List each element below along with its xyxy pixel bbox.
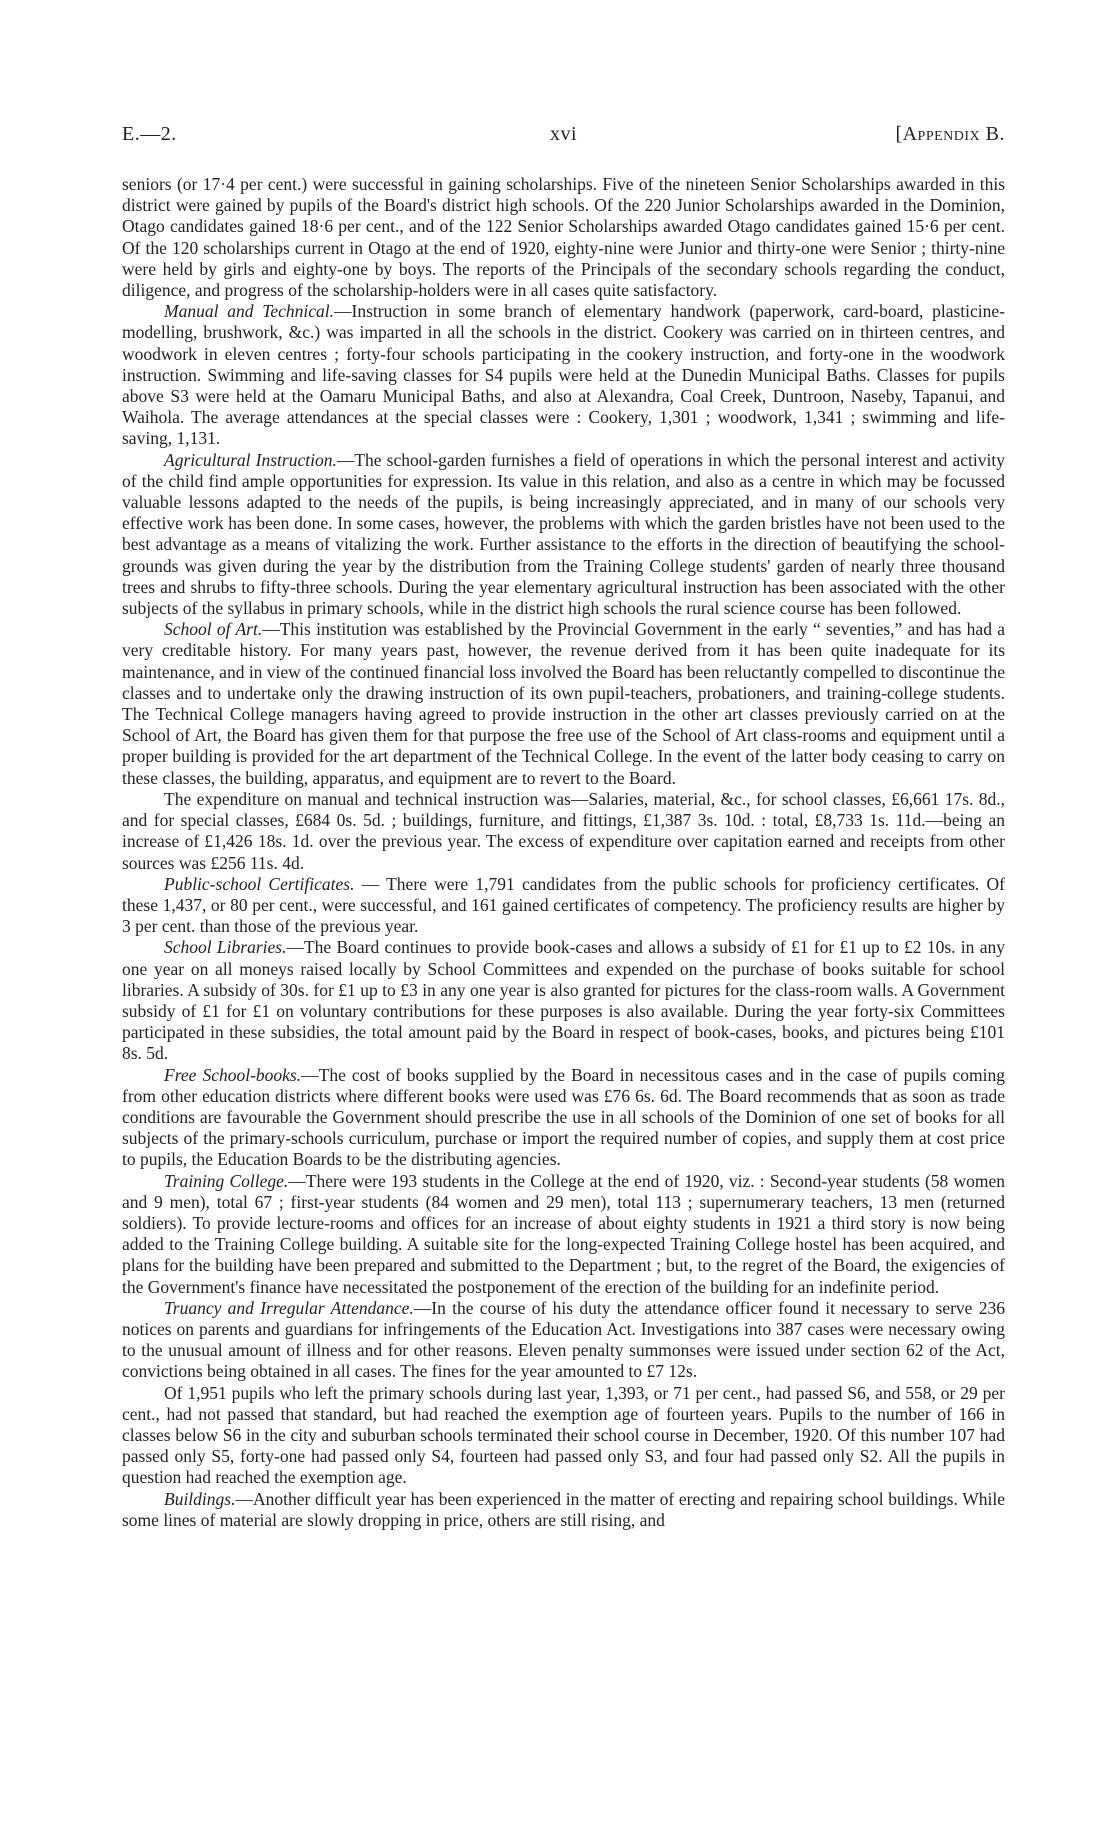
paragraph-lead: Manual and Technical. <box>164 301 335 322</box>
paragraph-training-college <box>122 1171 1005 1298</box>
paragraph-text: —The cost of books supplied by the Board in necessitous cases and in the case of pupils coming from other education districts where different books were used was £76 6s. 6d. The Board recommends that as soon as trade conditions are favourable the Government should prescribe the use in all schools of the Dominion of one set of books for all subjects of the primary-schools curriculum, purchase or import the required number of copies, and supply them at cost price to pupils, the Education Boards to be the distributing agencies. <box>122 1064 1006 1170</box>
paragraph-text: — There were 1,791 candidates from the public schools for proficiency certificates. Of these 1,437, or 80 per cent., were successful, and 161 gained certificates of competency. The proficiency results are higher by 3 per cent. than those of the previous year. <box>122 873 1006 937</box>
paragraph-certificates <box>122 874 1005 938</box>
paragraph-lead: Training College. <box>164 1170 289 1191</box>
header-document-code: E.—2. <box>122 123 177 145</box>
paragraph-text: The expenditure on manual and technical instruction was—Salaries, material, &c., for school classes, £6,661 17s. 8d., and for special classes, £684 0s. 5d. ; buildings, furniture, and fittings, £1,387 3s. 10d. : total, £8,733 1s. 11d.—being an increase of £1,426 18s. 1d. over the previous year. The excess of expenditure over capitation earned and receipts from other sources was £256 11s. 4d. <box>122 788 1005 873</box>
header-page-number: xvi <box>549 123 578 145</box>
paragraph-text: —Another difficult year has been experienced in the matter of erecting and repairing school buildings. While some lines of material are slowly dropping in price, others are still rising, and <box>122 1488 1005 1530</box>
paragraph-truancy <box>122 1298 1005 1383</box>
page-header <box>122 118 1005 158</box>
paragraph-text: —This institution was established by the Provincial Government in the early “ seventies,” and has had a very creditable history. For many years past, however, the revenue derived from it has been quite inadequate for its maintenance, and in view of the continued financial loss involved the Board has been reluctantly compelled to discontinue the classes and to undertake only the drawing instruction of its own pupil-teachers, probationers, and training-college students. The Technical College managers having agreed to provide instruction in the other art classes previously carried on at the School of Art, the Board has given them for that purpose the free use of the School of Art class-rooms and equipment until a proper building is provided for the art department of the Technical College. In the event of the latter body ceasing to carry on these classes, the building, apparatus, and equipment are to revert to the Board. <box>122 619 1005 788</box>
header-appendix-label: [Appendix B. <box>895 123 1005 145</box>
paragraph-lead: Truancy and Irregular Attendance. <box>164 1297 414 1318</box>
paragraph-text: seniors (or 17·4 per cent.) were successful in gaining scholarships. Five of the nineteen Senior Scholarships awarded in this district were gained by pupils of the Board's district high schools. Of the 220 Junior Scholarships awarded in the Dominion, Otago candidates gained 18·6 per cent., and of the 122 Senior Scholarships awarded Otago candidates gained 15·6 per cent. Of the 120 scholarships current in Otago at the end of 1920, eighty-nine were Junior and thirty-one were Senior ; thirty-nine were held by girls and eighty-one by boys. The reports of the Principals of the secondary schools regarding the conduct, diligence, and progress of the scholarship-holders were in all cases quite satisfactory. <box>122 174 1005 301</box>
paragraph-text: —The Board continues to provide book-cases and allows a subsidy of £1 for £1 up to £2 10s. in any one year on all moneys raised locally by School Committees and expended on the purchase of books suitable for school libraries. A subsidy of 30s. for £1 up to £3 in any one year is also granted for pictures for the class-room walls. A Government subsidy of £1 for £1 on voluntary contributions for these purposes is also available. During the year forty-six Committees participated in these subsidies, the total amount paid by the Board in respect of book-cases, books, and pictures being £101 8s. 5d. <box>122 937 1005 1064</box>
paragraph-free-books <box>122 1065 1005 1171</box>
paragraph-lead: Buildings. <box>164 1488 236 1509</box>
paragraph-text: —Instruction in some branch of elementary handwork (paperwork, card-board, plasticine-modelling, brushwork, &c.) was imparted in all the schools in the district. Cookery was carried on in thirteen centres, and woodwork in eleven centres ; forty-four schools participating in the cookery instruction, and forty-one in the woodwork instruction. Swimming and life-saving classes for S4 pupils were held at the Dunedin Municipal Baths. Classes for pupils above S3 were held at the Oamaru Municipal Baths, and also at Alexandra, Coal Creek, Duntroon, Naseby, Tapanui, and Waihola. The average attendances at the special classes were : Cookery, 1,301 ; woodwork, 1,341 ; swimming and life-saving, 1,131. <box>122 301 1005 449</box>
paragraph-lead: Agricultural Instruction. <box>164 449 337 470</box>
paragraph-manual-technical <box>122 301 1005 449</box>
paragraph-lead: Free School-books. <box>164 1064 302 1085</box>
paragraph-buildings <box>122 1489 1005 1531</box>
paragraph-school-of-art <box>122 619 1005 789</box>
paragraph-text: —The school-garden furnishes a field of operations in which the personal interest and activity of the child find ample opportunities for expression. Its value in this relation, and also as a centre in which may be focussed valuable lessons adapted to the needs of the pupils, is being increasingly appreciated, and in many of our schools very effective work has been done. In some cases, however, the problems with which the garden bristles have not been used to the best advantage as a means of vitalizing the work. Further assistance to the efforts in the direction of beautifying the school-grounds was given during the year by the distribution from the Training College students' garden of nearly three thousand trees and shrubs to fifty-three schools. During the year elementary agricultural instruction has been associated with the other subjects of the syllabus in primary schools, while in the district high schools the rural science course has been followed. <box>122 449 1006 619</box>
body-text <box>122 174 1005 1531</box>
paragraph-lead: School Libraries. <box>164 937 287 958</box>
paragraph-text: —In the course of his duty the attendance officer found it necessary to serve 236 notices on parents and guardians for infringements of the Education Act. Investigations into 387 cases were necessary owing to the unusual amount of illness and for other reasons. Eleven penalty summonses were issued under section 62 of the Act, convictions being obtained in all cases. The fines for the year amounted to £7 12s. <box>122 1297 1005 1382</box>
paragraph-lead: School of Art. <box>164 619 263 640</box>
paragraph-lead: Public-school Certificates. <box>164 873 355 894</box>
paragraph-text: —There were 193 students in the College at the end of 1920, viz. : Second-year students (58 women and 9 men), total 67 ; first-year students (84 women and 29 men), total 113 ; supernumerary teachers, 13 men (returned soldiers). To provide lecture-rooms and offices for an increase of about eighty students in 1921 a third story is now being added to the Training College building. A suitable site for the long-expected Training College hostel has been acquired, and plans for the building have been prepared and submitted to the Department ; but, to the regret of the Board, the exigencies of the Government's finance have necessitated the postponement of the erection of the building for an indefinite period. <box>122 1170 1005 1297</box>
paragraph-libraries <box>122 937 1005 1064</box>
paragraph-agricultural <box>122 450 1005 620</box>
paragraph-text: Of 1,951 pupils who left the primary schools during last year, 1,393, or 71 per cent., had passed S6, and 558, or 29 per cent., had not passed that standard, but had reached the exemption age of fourteen years. Pupils to the number of 166 in classes below S6 in the city and suburban schools terminated their school course in December, 1920. Of this number 107 had passed only S5, forty-one had passed only S4, fourteen had passed only S3, and four had passed only S2. All the pupils in question had reached the exemption age. <box>122 1382 1005 1488</box>
paragraph-expenditure <box>122 789 1005 874</box>
paragraph-pupils-left <box>122 1383 1005 1489</box>
paragraph-scholarships <box>122 174 1005 301</box>
